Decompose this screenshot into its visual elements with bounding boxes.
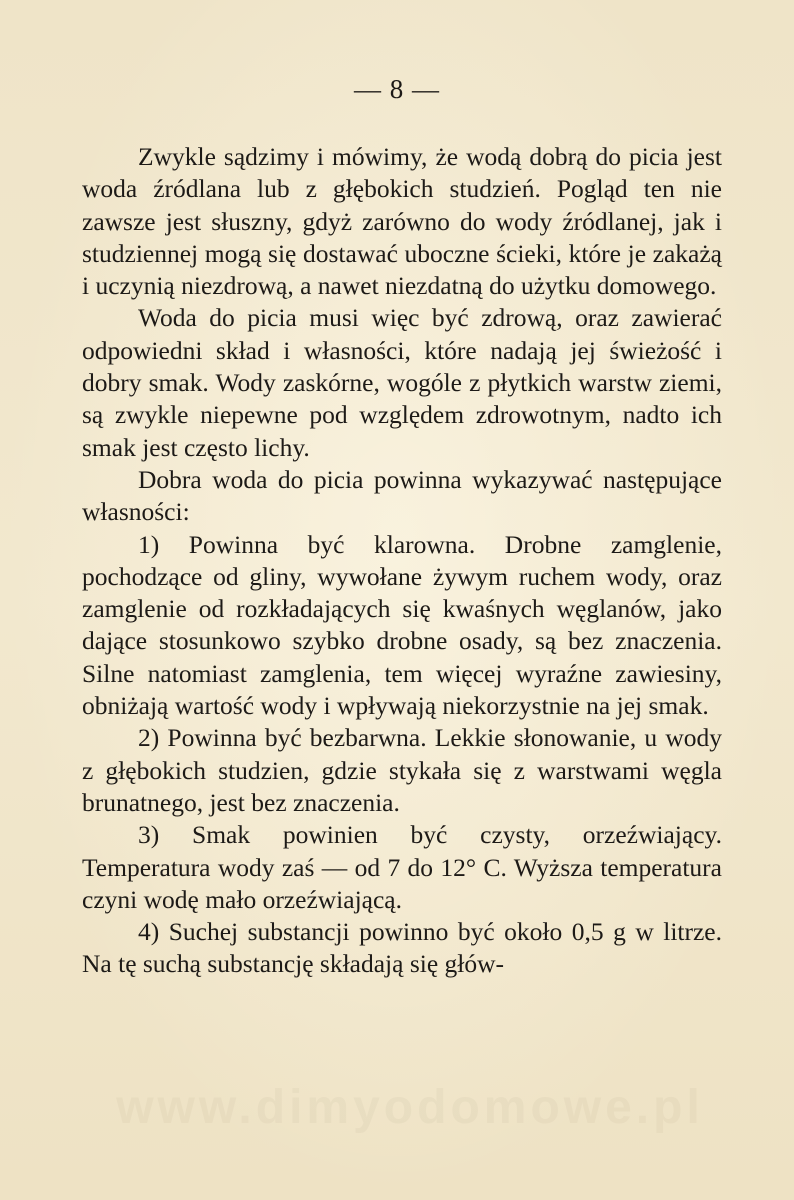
paragraph: 4) Suchej substancji powinno być około 0,5 g w litrze. Na tę suchą substancję składają się głów- — [82, 917, 722, 979]
page-number: — 8 — — [354, 74, 440, 104]
body-text — [82, 141, 722, 981]
paragraph: 3) Smak powinien być czysty, orzeźwiający. Temperatura wody zaś — od 7 do 12° C. Wyższa temperatura czyni wodę mało orzeźwiającą. — [82, 820, 722, 914]
paragraph: Woda do picia musi więc być zdrową, oraz zawierać odpowiedni skład i własności, które nadają jej świeżość i dobry smak. Wody zaskórne, wogóle z płytkich warstw ziemi, są zwykle niepewne pod względem zdrowotnym, nadto ich smak jest często lichy. — [82, 303, 722, 462]
paragraph: 1) Powinna być klarowna. Drobne zamglenie, pochodzące od gliny, wywołane żywym ruchem wody, oraz zamglenie od rozkładających się kwaśnych węglanów, jako dające stosunkowo szybko drobne osady, są bez znaczenia. Silne natomiast zamglenia, tem więcej wyraźne zawiesiny, obniżają wartość wody i wpływają niekorzystnie na jej smak. — [82, 529, 722, 721]
watermark: www.dimyodomowe.pl — [116, 1081, 704, 1134]
paragraph: Dobra woda do picia powinna wykazywać następujące własności: — [82, 464, 722, 527]
paragraph: 2) Powinna być bezbarwna. Lekkie słonowanie, u wody z głębokich studzien, gdzie stykała się z warstwami węgla brunatnego, jest bez znaczenia. — [82, 723, 722, 817]
paragraph: Zwykle sądzimy i mówimy, że wodą dobrą do picia jest woda źródlana lub z głębokich studzień. Pogląd ten nie zawsze jest słuszny, gdyż zarówno do wody źródlanej, jak i studziennej mogą się dostawać uboczne ścieki, które je zakażą i uczynią niezdrową, a nawet niezdatną do użytku domowego. — [82, 142, 722, 301]
